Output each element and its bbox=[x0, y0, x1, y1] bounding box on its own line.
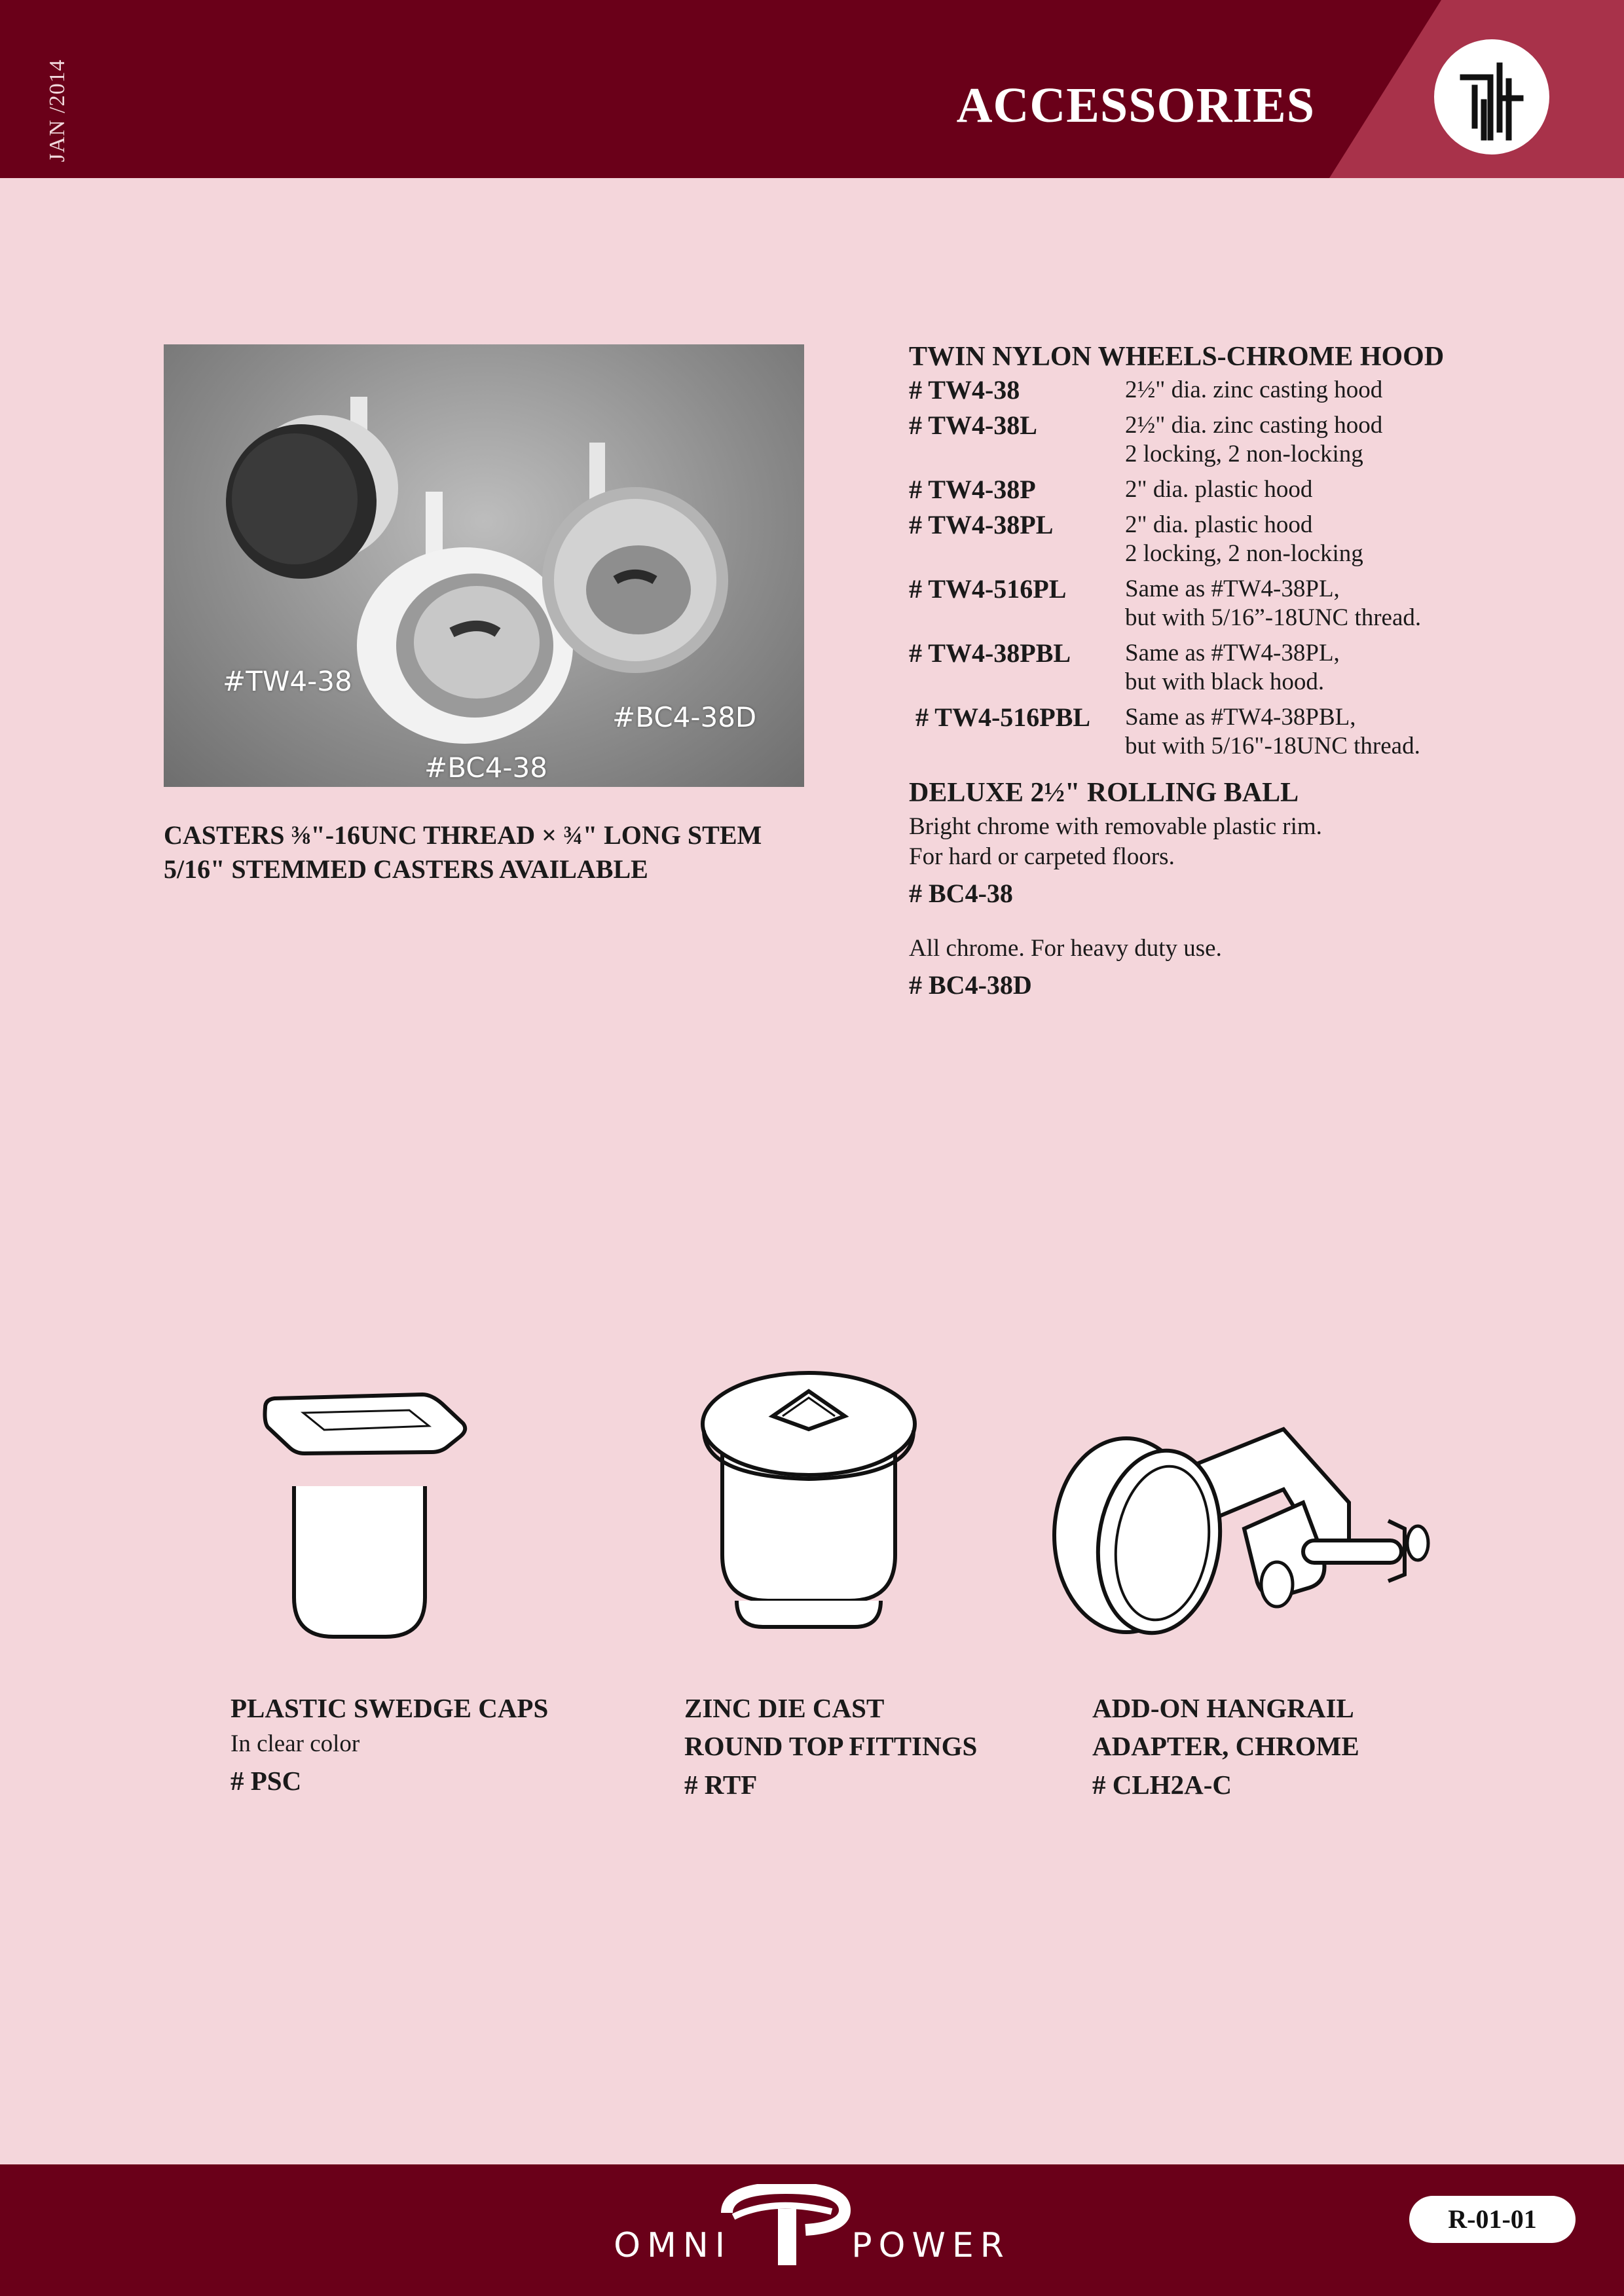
brand-right: POWER bbox=[851, 2226, 1010, 2265]
spec-code: # TW4-38PL bbox=[909, 510, 1054, 539]
swedge-cap-illustration bbox=[259, 1388, 481, 1650]
spec-desc-line: Same as #TW4-38PL, bbox=[1125, 640, 1340, 666]
page-title: ACCESSORIES bbox=[956, 78, 1315, 133]
spec-desc bbox=[1125, 703, 1420, 761]
fitting-clh2a bbox=[1092, 1689, 1485, 1804]
deluxe-title: DELUXE 2½" ROLLING BALL bbox=[909, 778, 1299, 808]
deluxe-desc-1: Bright chrome with removable plastic rim. bbox=[909, 813, 1322, 840]
round-top-fitting-illustration bbox=[697, 1358, 920, 1653]
deluxe-code-2: # BC4-38D bbox=[909, 970, 1032, 1000]
brand-logo-icon bbox=[1434, 39, 1549, 155]
spec-desc-line: but with black hood. bbox=[1125, 668, 1325, 695]
spec-desc-line: 2½" dia. zinc casting hood bbox=[1125, 412, 1383, 439]
specs-column bbox=[909, 340, 1590, 1002]
spec-desc bbox=[1125, 575, 1421, 632]
brand-left: OMNI bbox=[614, 2226, 732, 2265]
deluxe-desc-3: All chrome. For heavy duty use. bbox=[909, 935, 1222, 962]
caption-line-2: 5/16" STEMMED CASTERS AVAILABLE bbox=[164, 854, 648, 884]
brand-name bbox=[0, 2226, 1624, 2265]
spec-row bbox=[909, 575, 1590, 632]
spec-desc-line: but with 5/16”-18UNC thread. bbox=[1125, 604, 1422, 631]
casters-photo bbox=[164, 344, 804, 787]
spec-desc bbox=[1125, 475, 1312, 504]
page-number: R-01-01 bbox=[1409, 2196, 1576, 2243]
spec-code: # TW4-38P bbox=[909, 475, 1036, 504]
spec-desc-line: 2½" dia. zinc casting hood bbox=[1125, 376, 1383, 403]
spec-code: # TW4-516PL bbox=[909, 574, 1067, 604]
photo-label-bc4-38: #BC4-38 bbox=[424, 752, 547, 784]
spec-row bbox=[909, 475, 1590, 504]
photo-label-tw4-38: #TW4-38 bbox=[223, 665, 352, 697]
fitting-title-2: ROUND TOP FITTINGS bbox=[684, 1731, 978, 1761]
fitting-code: # PSC bbox=[231, 1766, 302, 1796]
fitting-psc bbox=[231, 1689, 623, 1800]
fitting-title: ADD-ON HANGRAIL bbox=[1092, 1693, 1354, 1723]
spec-desc-line: 2" dia. plastic hood bbox=[1125, 476, 1313, 503]
fitting-code: # CLH2A-C bbox=[1092, 1770, 1232, 1800]
casters-caption bbox=[164, 818, 851, 886]
spec-desc bbox=[1125, 411, 1382, 469]
issue-date: JAN /2014 bbox=[45, 59, 69, 162]
spec-desc bbox=[1125, 639, 1340, 697]
spec-code: # TW4-516PBL bbox=[909, 702, 1091, 732]
spec-desc-line: Same as #TW4-38PL, bbox=[1125, 575, 1340, 602]
spec-row bbox=[909, 411, 1590, 469]
photo-label-bc4-38d: #BC4-38D bbox=[612, 701, 757, 733]
spec-desc bbox=[1125, 511, 1363, 568]
fitting-title: PLASTIC SWEDGE CAPS bbox=[231, 1693, 549, 1723]
spec-desc-line: 2 locking, 2 non-locking bbox=[1125, 441, 1363, 467]
spec-desc-line: Same as #TW4-38PBL, bbox=[1125, 704, 1356, 731]
spec-desc-line: 2 locking, 2 non-locking bbox=[1125, 540, 1363, 567]
hangrail-adapter-illustration bbox=[1048, 1424, 1434, 1653]
spec-code: # TW4-38L bbox=[909, 410, 1037, 440]
spec-row bbox=[909, 511, 1590, 568]
twin-wheels-title: TWIN NYLON WHEELS-CHROME HOOD bbox=[909, 342, 1445, 372]
deluxe-code-1: # BC4-38 bbox=[909, 879, 1013, 908]
fitting-sub: In clear color bbox=[231, 1730, 360, 1757]
deluxe-section bbox=[909, 776, 1590, 1002]
spec-desc-line: 2" dia. plastic hood bbox=[1125, 511, 1313, 538]
deluxe-desc-2: For hard or carpeted floors. bbox=[909, 843, 1175, 870]
spec-desc bbox=[1125, 376, 1382, 405]
spec-row bbox=[909, 703, 1590, 761]
fitting-title-2: ADAPTER, CHROME bbox=[1092, 1731, 1359, 1761]
caption-line-1: CASTERS ⅜"-16UNC THREAD × ¾" LONG STEM bbox=[164, 820, 762, 850]
spec-row bbox=[909, 639, 1590, 697]
spec-code: # TW4-38PBL bbox=[909, 638, 1071, 668]
spec-row bbox=[909, 376, 1590, 405]
spec-desc-line: but with 5/16"-18UNC thread. bbox=[1125, 733, 1420, 759]
spec-code: # TW4-38 bbox=[909, 375, 1020, 405]
fitting-rtf bbox=[684, 1689, 1077, 1804]
fitting-title: ZINC DIE CAST bbox=[684, 1693, 885, 1723]
fitting-code: # RTF bbox=[684, 1770, 758, 1800]
